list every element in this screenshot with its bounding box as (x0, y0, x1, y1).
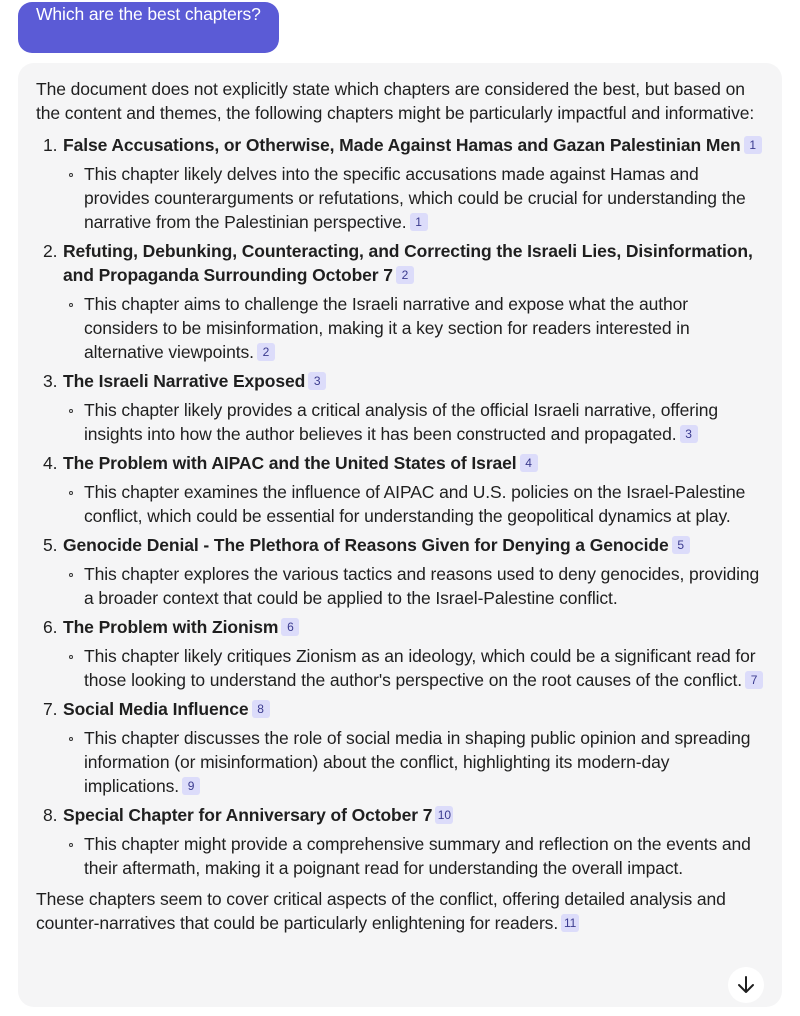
chapter-title: Refuting, Debunking, Counteracting, and Correcting the Israeli Lies, Disinformation, and Propaganda Surrounding October 7 (63, 241, 753, 285)
scroll-down-button[interactable] (728, 967, 764, 1003)
bullet-icon (69, 409, 73, 413)
chapter-heading (63, 615, 764, 639)
chapter-heading (63, 803, 764, 827)
chapter-number: 1. (43, 135, 58, 155)
bullet-icon (69, 491, 73, 495)
chapter-detail-text: This chapter likely provides a critical analysis of the official Israeli narrative, offering insights into how the author believes it has been constructed and propagated. (84, 400, 719, 444)
chapter-heading (63, 451, 764, 475)
bullet-icon (69, 843, 73, 847)
citation-badge[interactable]: 1 (744, 136, 762, 154)
citation-badge[interactable]: 3 (308, 372, 326, 390)
chapter-detail (63, 398, 764, 446)
chapter-detail (63, 162, 764, 234)
citation-badge[interactable]: 11 (561, 914, 579, 932)
chapter-number: 4. (43, 453, 58, 473)
chapter-item (36, 239, 764, 364)
citation-badge[interactable]: 5 (672, 536, 690, 554)
citation-badge[interactable]: 3 (680, 425, 698, 443)
chapter-detail (63, 832, 764, 880)
bullet-icon (69, 573, 73, 577)
citation-badge[interactable]: 2 (396, 266, 414, 284)
chapter-list (36, 133, 764, 880)
chapter-title: False Accusations, or Otherwise, Made Against Hamas and Gazan Palestinian Men (63, 135, 741, 155)
citation-badge[interactable]: 6 (281, 618, 299, 636)
chapter-detail (63, 562, 764, 610)
bullet-icon (69, 173, 73, 177)
chapter-detail (63, 480, 764, 528)
chapter-item (36, 697, 764, 798)
user-question-bubble (18, 2, 279, 53)
chapter-title: The Problem with AIPAC and the United States of Israel (63, 453, 517, 473)
chapter-detail-text: This chapter aims to challenge the Israeli narrative and expose what the author considers to be misinformation, making it a key section for readers interested in alternative viewpoints. (84, 294, 690, 362)
chapter-title: Social Media Influence (63, 699, 249, 719)
chapter-number: 7. (43, 699, 58, 719)
chapter-detail-text: This chapter likely critiques Zionism as an ideology, which could be a significant read for those looking to understand the author's perspective on the root causes of the conflict. (84, 646, 756, 690)
chapter-detail (63, 644, 764, 692)
citation-badge[interactable]: 10 (435, 806, 453, 824)
answer-outro-text: These chapters seem to cover critical aspects of the conflict, offering detailed analysis and counter-narratives that could be particularly enlightening for readers. (36, 889, 726, 933)
citation-badge[interactable]: 8 (252, 700, 270, 718)
answer-outro (36, 887, 764, 935)
chapter-item (36, 615, 764, 692)
chapter-title: The Israeli Narrative Exposed (63, 371, 306, 391)
bullet-icon (69, 737, 73, 741)
chapter-number: 3. (43, 371, 58, 391)
arrow-down-icon (735, 974, 757, 996)
chapter-item (36, 369, 764, 446)
chapter-heading (63, 369, 764, 393)
answer-intro: The document does not explicitly state which chapters are considered the best, but based on the content and themes, the following chapters might be particularly impactful and informative: (36, 79, 755, 123)
chapter-detail (63, 726, 764, 798)
chapter-item (36, 133, 764, 234)
chapter-heading (63, 133, 764, 157)
chapter-item (36, 803, 764, 880)
user-question-text: Which are the best chapters? (36, 4, 261, 24)
chapter-detail-text: This chapter discusses the role of social media in shaping public opinion and spreading information (or misinformation) about the conflict, highlighting its modern-day implications. (84, 728, 751, 796)
chapter-number: 8. (43, 805, 58, 825)
chapter-item (36, 533, 764, 610)
chapter-heading (63, 533, 764, 557)
chapter-detail-text: This chapter examines the influence of AIPAC and U.S. policies on the Israel-Palestine conflict, which could be essential for understanding the geopolitical dynamics at play. (84, 482, 746, 526)
assistant-answer-card (18, 63, 782, 1007)
chapter-item (36, 451, 764, 528)
chapter-number: 5. (43, 535, 58, 555)
bullet-icon (69, 303, 73, 307)
chapter-detail (63, 292, 764, 364)
chapter-title: Genocide Denial - The Plethora of Reasons Given for Denying a Genocide (63, 535, 669, 555)
chapter-title: The Problem with Zionism (63, 617, 279, 637)
citation-badge[interactable]: 7 (745, 671, 763, 689)
chapter-detail-text: This chapter explores the various tactics and reasons used to deny genocides, providing a broader context that could be applied to the Israel-Palestine conflict. (84, 564, 760, 608)
chapter-number: 6. (43, 617, 58, 637)
chapter-detail-text: This chapter might provide a comprehensive summary and reflection on the events and their aftermath, making it a poignant read for understanding the overall impact. (84, 834, 751, 878)
citation-badge[interactable]: 4 (520, 454, 538, 472)
chapter-heading (63, 697, 764, 721)
bullet-icon (69, 655, 73, 659)
citation-badge[interactable]: 2 (257, 343, 275, 361)
chapter-detail-text: This chapter likely delves into the specific accusations made against Hamas and provides counterarguments or refutations, which could be crucial for understanding the narrative from the Palestinian perspective. (84, 164, 746, 232)
chapter-number: 2. (43, 241, 58, 261)
chapter-title: Special Chapter for Anniversary of October 7 (63, 805, 433, 825)
citation-badge[interactable]: 9 (182, 777, 200, 795)
citation-badge[interactable]: 1 (410, 213, 428, 231)
chapter-heading (63, 239, 764, 287)
